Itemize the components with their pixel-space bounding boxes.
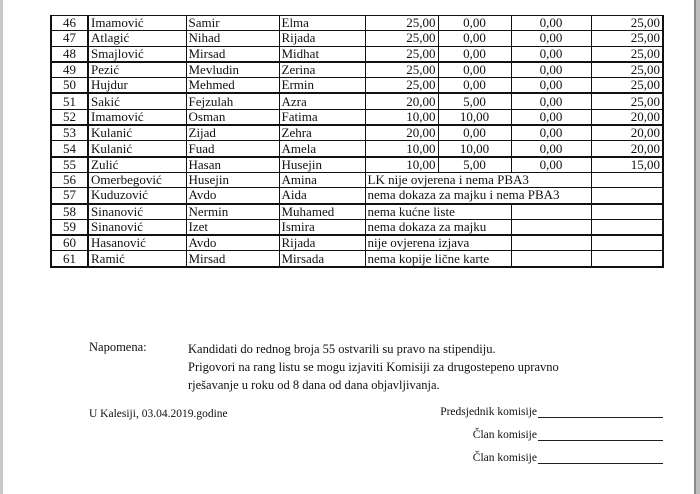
- place-date: U Kalesiji, 03.04.2019.godine: [89, 408, 228, 420]
- cell-total: 20,00: [591, 141, 663, 157]
- table-row: [51, 46, 663, 62]
- cell-total: 25,00: [591, 62, 663, 78]
- cell-parent-name: Fejzulah: [186, 93, 279, 109]
- cell-parent-name: Nihad: [186, 31, 279, 46]
- cell-number: 60: [51, 235, 88, 251]
- cell-name: Fatima: [279, 109, 365, 125]
- cell-total: 25,00: [591, 78, 663, 94]
- cell-number: 47: [51, 31, 88, 46]
- cell-total: 20,00: [591, 125, 663, 141]
- cell-surname: Imamović: [88, 16, 186, 31]
- table-row: [51, 157, 663, 173]
- cell-points-2: 10,00: [438, 109, 511, 125]
- table-row: [51, 16, 663, 31]
- signature-line: [538, 451, 663, 464]
- cell-total: 20,00: [591, 109, 663, 125]
- table-row: [51, 204, 663, 220]
- cell-total: 25,00: [591, 46, 663, 62]
- cell-number: 54: [51, 141, 88, 157]
- page-left-edge: [0, 0, 3, 494]
- cell-points-2: 0,00: [438, 31, 511, 46]
- cell-surname: Hujdur: [88, 78, 186, 94]
- cell-parent-name: Izet: [186, 219, 279, 235]
- cell-points-1: 25,00: [365, 62, 438, 78]
- cell-empty: [511, 204, 591, 220]
- cell-name: Rijada: [279, 235, 365, 251]
- cell-parent-name: Fuad: [186, 141, 279, 157]
- cell-empty: [511, 235, 591, 251]
- table-row: [51, 188, 663, 204]
- cell-total: 25,00: [591, 16, 663, 31]
- cell-number: 50: [51, 78, 88, 94]
- cell-total: 15,00: [591, 157, 663, 173]
- cell-empty: [591, 204, 663, 220]
- cell-number: 53: [51, 125, 88, 141]
- table-row: [51, 31, 663, 46]
- cell-surname: Imamović: [88, 109, 186, 125]
- cell-surname: Omerbegović: [88, 172, 186, 187]
- table-row: [51, 125, 663, 141]
- cell-points-1: 25,00: [365, 16, 438, 31]
- cell-parent-name: Husejin: [186, 172, 279, 187]
- cell-parent-name: Zijad: [186, 125, 279, 141]
- cell-parent-name: Mevludin: [186, 62, 279, 78]
- cell-surname: Ramić: [88, 251, 186, 267]
- cell-points-2: 10,00: [438, 141, 511, 157]
- cell-name: Azra: [279, 93, 365, 109]
- cell-points-2: 5,00: [438, 157, 511, 173]
- cell-number: 57: [51, 188, 88, 204]
- signature-member-2: [473, 451, 663, 464]
- cell-number: 59: [51, 219, 88, 235]
- cell-points-1: 25,00: [365, 31, 438, 46]
- cell-parent-name: Avdo: [186, 235, 279, 251]
- cell-points-1: 25,00: [365, 78, 438, 94]
- cell-name: Zehra: [279, 125, 365, 141]
- cell-points-1: 10,00: [365, 157, 438, 173]
- signature-president: [440, 405, 663, 418]
- cell-total: 25,00: [591, 31, 663, 46]
- signature-member-1: [473, 428, 663, 441]
- cell-points-3: 0,00: [511, 109, 591, 125]
- cell-name: Mirsada: [279, 251, 365, 267]
- cell-points-3: 0,00: [511, 46, 591, 62]
- cell-points-3: 0,00: [511, 141, 591, 157]
- cell-surname: Zulić: [88, 157, 186, 173]
- cell-points-3: 0,00: [511, 62, 591, 78]
- cell-name: Amela: [279, 141, 365, 157]
- cell-parent-name: Mehmed: [186, 78, 279, 94]
- cell-parent-name: Hasan: [186, 157, 279, 173]
- note-line: Prigovori na rang listu se mogu izjaviti Komisiji za drugostepeno upravno: [188, 360, 559, 374]
- cell-points-1: 10,00: [365, 109, 438, 125]
- note-text: [188, 340, 559, 394]
- cell-parent-name: Samir: [186, 16, 279, 31]
- table-row: [51, 93, 663, 109]
- cell-empty: [591, 172, 663, 187]
- table-row: [51, 109, 663, 125]
- table-row: [51, 219, 663, 235]
- cell-points-2: 0,00: [438, 16, 511, 31]
- signature-line: [538, 428, 663, 441]
- cell-points-3: 0,00: [511, 78, 591, 94]
- signature-label: Član komisije: [472, 429, 537, 441]
- cell-surname: Kuduzović: [88, 188, 186, 204]
- cell-points-3: 0,00: [511, 93, 591, 109]
- cell-points-2: 0,00: [438, 78, 511, 94]
- vertical-scrollbar[interactable]: [694, 0, 700, 494]
- note-line: Kandidati do rednog broja 55 ostvarili su pravo na stipendiju.: [188, 342, 496, 356]
- cell-reason: LK nije ovjerena i nema PBA3: [365, 172, 591, 187]
- cell-number: 48: [51, 46, 88, 62]
- cell-reason: nema kopije lične karte: [365, 251, 511, 267]
- cell-name: Husejin: [279, 157, 365, 173]
- cell-number: 56: [51, 172, 88, 187]
- cell-surname: Smajlović: [88, 46, 186, 62]
- table-row: [51, 172, 663, 187]
- cell-reason: nije ovjerena izjava: [365, 235, 511, 251]
- cell-parent-name: Avdo: [186, 188, 279, 204]
- cell-parent-name: Mirsad: [186, 251, 279, 267]
- cell-surname: Pezić: [88, 62, 186, 78]
- cell-empty: [511, 251, 591, 267]
- cell-reason: nema dokaza za majku i nema PBA3: [365, 188, 591, 204]
- cell-name: Ismira: [279, 219, 365, 235]
- cell-number: 61: [51, 251, 88, 267]
- table-row: [51, 235, 663, 251]
- cell-points-3: 0,00: [511, 125, 591, 141]
- cell-points-2: 0,00: [438, 125, 511, 141]
- cell-reason: nema kućne liste: [365, 204, 511, 220]
- cell-points-2: 5,00: [438, 93, 511, 109]
- cell-number: 55: [51, 157, 88, 173]
- cell-points-2: 0,00: [438, 46, 511, 62]
- cell-points-2: 0,00: [438, 62, 511, 78]
- cell-number: 51: [51, 93, 88, 109]
- table-row: [51, 251, 663, 267]
- cell-total: 25,00: [591, 93, 663, 109]
- cell-name: Muhamed: [279, 204, 365, 220]
- cell-surname: Atlagić: [88, 31, 186, 46]
- cell-parent-name: Nermin: [186, 204, 279, 220]
- cell-name: Aida: [279, 188, 365, 204]
- cell-name: Elma: [279, 16, 365, 31]
- ranking-table: [50, 15, 664, 268]
- cell-points-1: 20,00: [365, 125, 438, 141]
- table-row: [51, 141, 663, 157]
- cell-surname: Hasanović: [88, 235, 186, 251]
- cell-name: Ermin: [279, 78, 365, 94]
- note-label: Napomena:: [89, 340, 147, 354]
- signature-label: Predsjednik komisije: [440, 406, 537, 418]
- signature-line: [538, 405, 663, 418]
- cell-number: 49: [51, 62, 88, 78]
- cell-empty: [591, 188, 663, 204]
- cell-points-1: 10,00: [365, 141, 438, 157]
- note-line: rješavanje u roku od 8 dana od dana objavljivanja.: [188, 378, 440, 392]
- cell-parent-name: Osman: [186, 109, 279, 125]
- cell-points-3: 0,00: [511, 31, 591, 46]
- cell-empty: [591, 219, 663, 235]
- cell-reason: nema dokaza za majku: [365, 219, 511, 235]
- cell-parent-name: Mirsad: [186, 46, 279, 62]
- cell-points-1: 20,00: [365, 93, 438, 109]
- cell-surname: Sinanović: [88, 204, 186, 220]
- cell-number: 46: [51, 16, 88, 31]
- cell-name: Midhat: [279, 46, 365, 62]
- cell-number: 58: [51, 204, 88, 220]
- cell-empty: [591, 235, 663, 251]
- cell-points-3: 0,00: [511, 16, 591, 31]
- cell-surname: Kulanić: [88, 141, 186, 157]
- signature-label: Član komisije: [472, 452, 537, 464]
- cell-name: Amina: [279, 172, 365, 187]
- cell-name: Zerina: [279, 62, 365, 78]
- table-row: [51, 62, 663, 78]
- cell-empty: [591, 251, 663, 267]
- cell-number: 52: [51, 109, 88, 125]
- table-row: [51, 78, 663, 94]
- cell-points-1: 25,00: [365, 46, 438, 62]
- cell-surname: Sinanović: [88, 219, 186, 235]
- cell-empty: [511, 219, 591, 235]
- cell-name: Rijada: [279, 31, 365, 46]
- cell-points-3: 0,00: [511, 157, 591, 173]
- cell-surname: Kulanić: [88, 125, 186, 141]
- cell-surname: Sakić: [88, 93, 186, 109]
